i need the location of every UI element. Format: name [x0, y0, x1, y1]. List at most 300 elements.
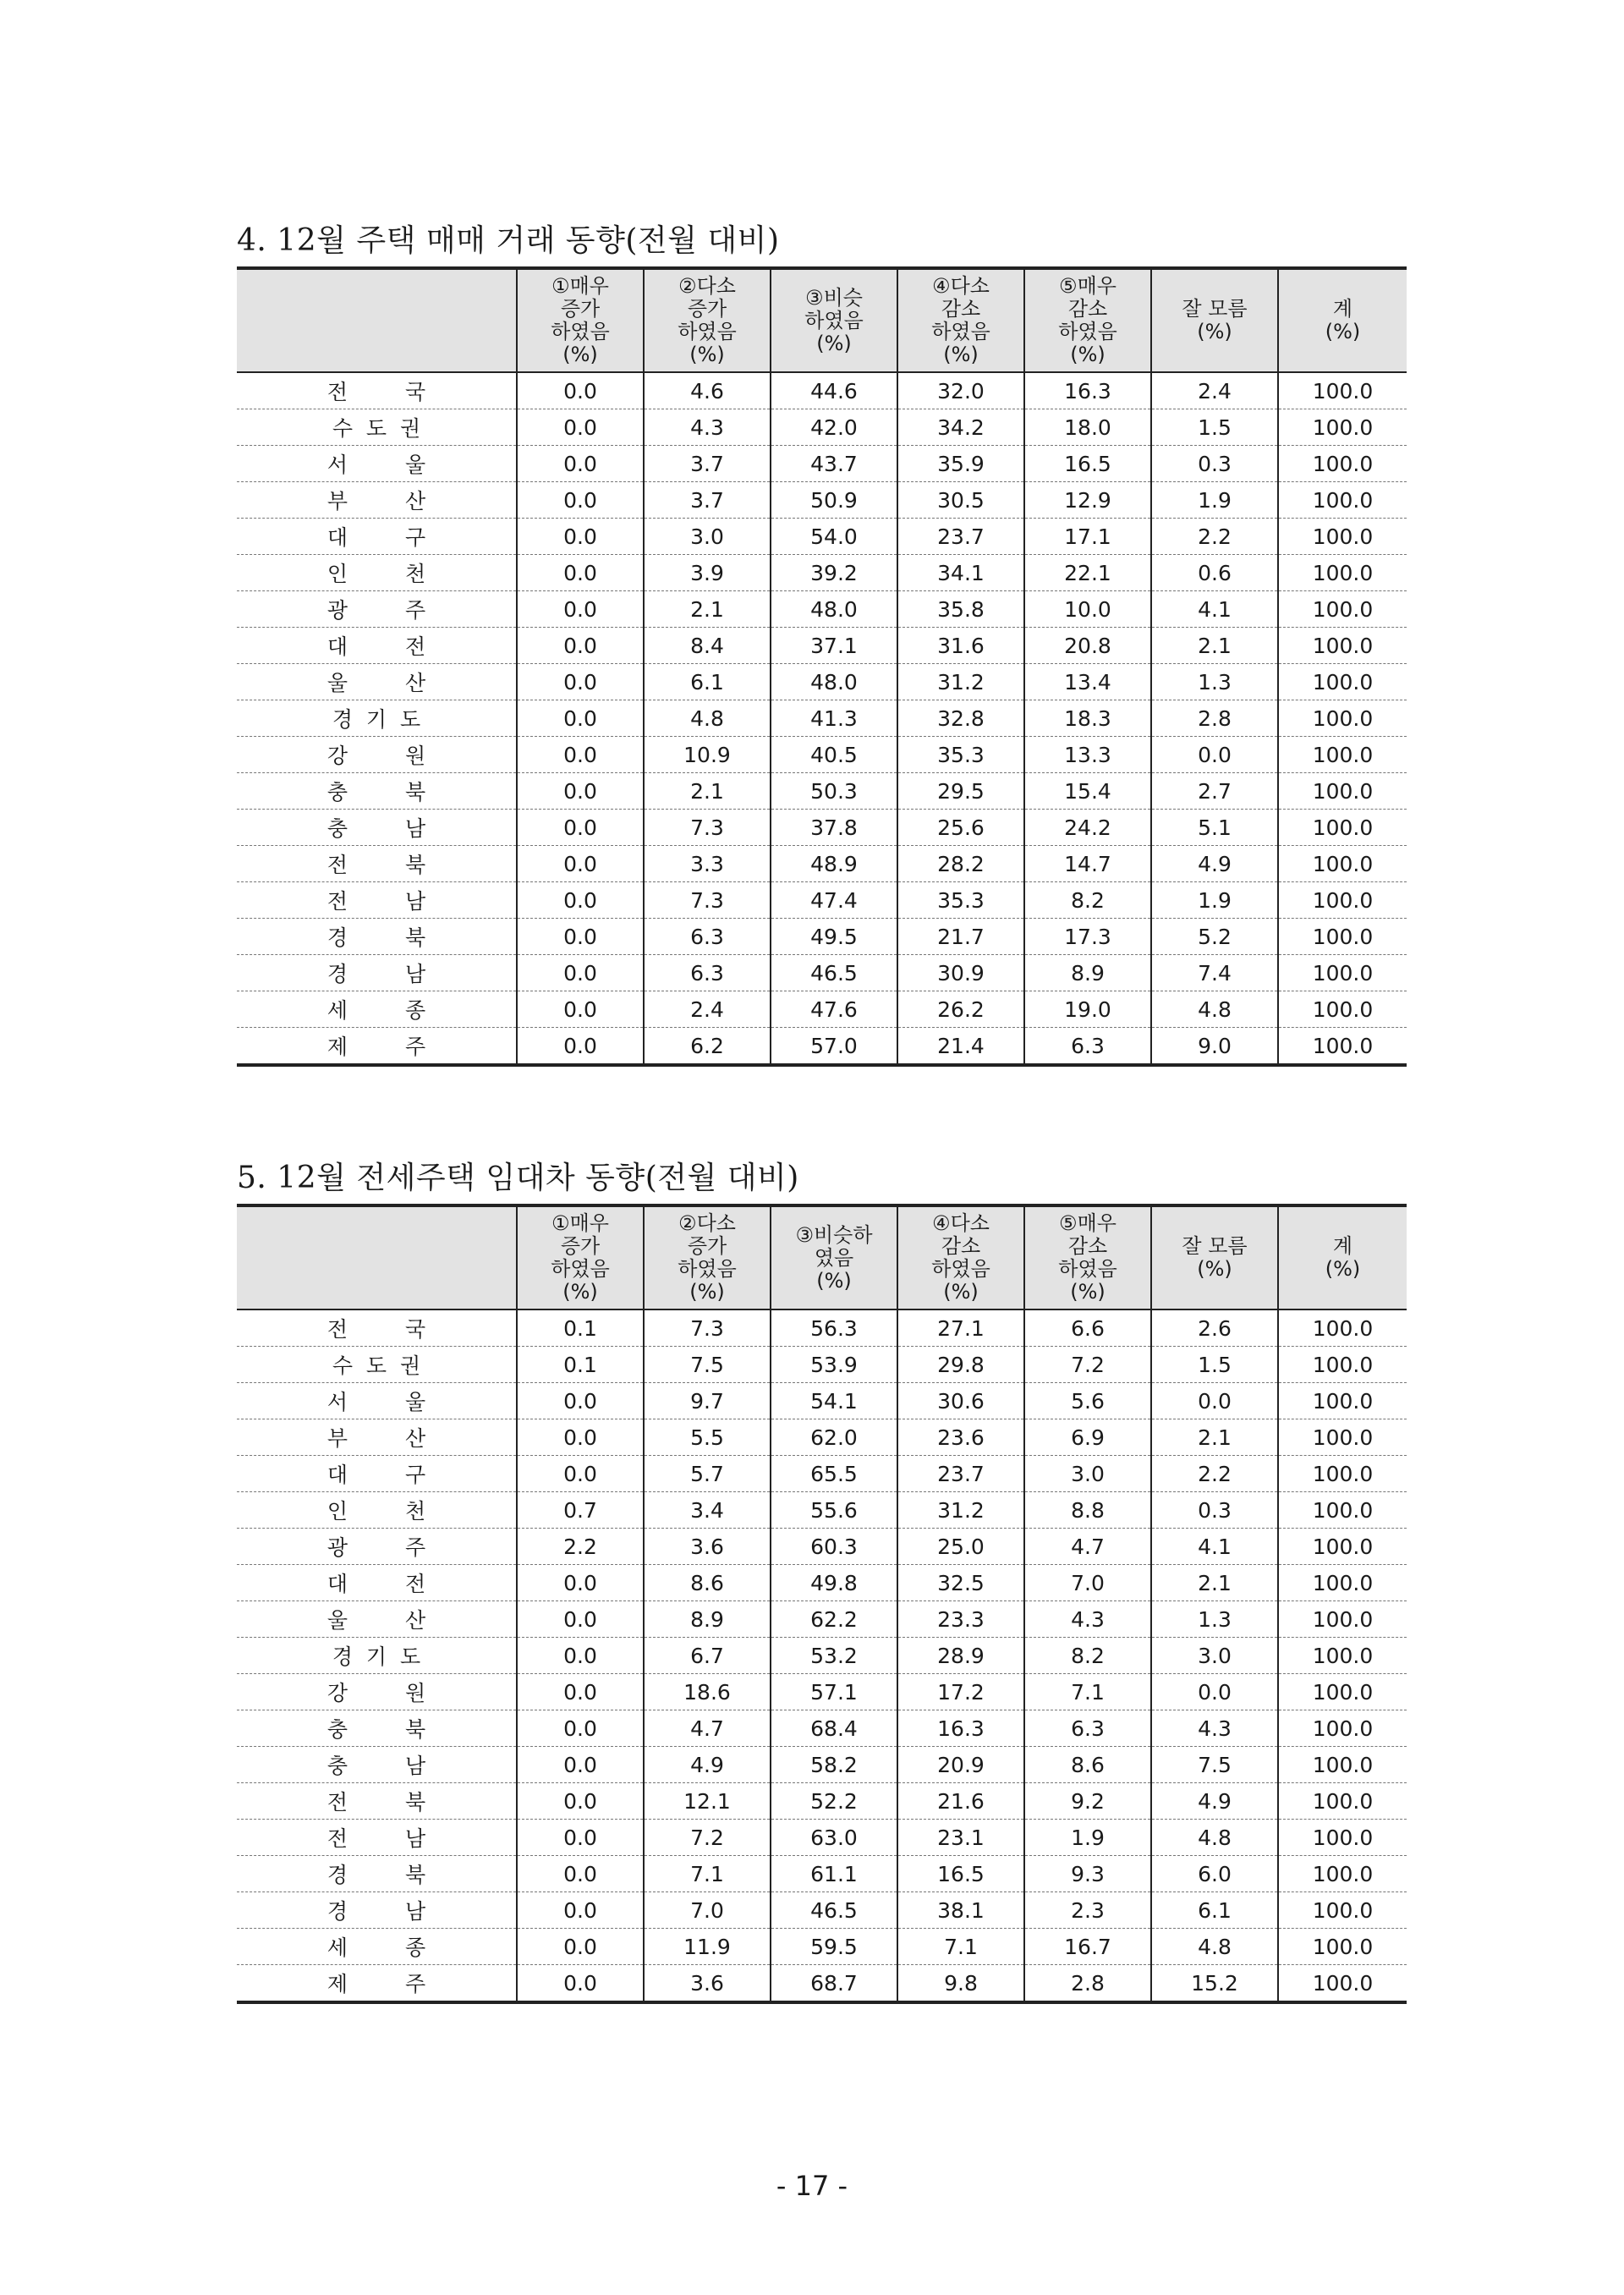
value-cell: 100.0	[1278, 1965, 1407, 2003]
value-cell: 49.8	[771, 1565, 897, 1601]
value-cell: 100.0	[1278, 664, 1407, 700]
value-cell: 100.0	[1278, 1638, 1407, 1674]
table-row	[237, 700, 1407, 737]
value-cell: 61.1	[771, 1856, 897, 1892]
value-cell: 10.0	[1024, 591, 1151, 628]
value-cell: 30.9	[897, 955, 1024, 991]
table-row	[237, 519, 1407, 555]
value-cell: 54.1	[771, 1383, 897, 1419]
value-cell: 52.2	[771, 1783, 897, 1820]
value-cell: 16.5	[897, 1856, 1024, 1892]
value-cell: 6.3	[644, 919, 771, 955]
value-cell: 38.1	[897, 1892, 1024, 1929]
value-cell: 43.7	[771, 446, 897, 482]
value-cell: 3.0	[1024, 1456, 1151, 1492]
value-cell: 62.2	[771, 1601, 897, 1638]
column-header: ③비슷하 였음 (%)	[771, 1205, 897, 1309]
value-cell: 23.1	[897, 1820, 1024, 1856]
region-cell: 대 전	[237, 1565, 517, 1601]
table-row	[237, 591, 1407, 628]
value-cell: 0.0	[517, 810, 644, 846]
value-cell: 0.0	[517, 664, 644, 700]
region-cell: 경 남	[237, 1892, 517, 1929]
value-cell: 30.5	[897, 482, 1024, 519]
value-cell: 6.3	[1024, 1028, 1151, 1066]
value-cell: 2.8	[1024, 1965, 1151, 2003]
value-cell: 100.0	[1278, 1419, 1407, 1456]
value-cell: 100.0	[1278, 955, 1407, 991]
value-cell: 5.7	[644, 1456, 771, 1492]
region-cell: 수 도 권	[237, 1347, 517, 1383]
value-cell: 23.3	[897, 1601, 1024, 1638]
table-row	[237, 1028, 1407, 1066]
column-header: ⑤매우 감소 하였음 (%)	[1024, 1205, 1151, 1309]
value-cell: 3.7	[644, 446, 771, 482]
region-cell: 전 북	[237, 846, 517, 882]
value-cell: 100.0	[1278, 1492, 1407, 1529]
value-cell: 7.4	[1151, 955, 1278, 991]
value-cell: 0.0	[517, 1820, 644, 1856]
value-cell: 3.7	[644, 482, 771, 519]
table-row	[237, 1747, 1407, 1783]
value-cell: 3.4	[644, 1492, 771, 1529]
value-cell: 9.3	[1024, 1856, 1151, 1892]
table-row	[237, 1492, 1407, 1529]
value-cell: 57.1	[771, 1674, 897, 1710]
value-cell: 100.0	[1278, 409, 1407, 446]
value-cell: 0.0	[517, 737, 644, 773]
column-header: ③비슷 하였음 (%)	[771, 268, 897, 372]
value-cell: 4.8	[1151, 1929, 1278, 1965]
value-cell: 16.5	[1024, 446, 1151, 482]
region-cell: 대 전	[237, 628, 517, 664]
value-cell: 24.2	[1024, 810, 1151, 846]
value-cell: 26.2	[897, 991, 1024, 1028]
value-cell: 16.3	[1024, 372, 1151, 409]
value-cell: 15.4	[1024, 773, 1151, 810]
value-cell: 5.1	[1151, 810, 1278, 846]
value-cell: 3.0	[644, 519, 771, 555]
value-cell: 59.5	[771, 1929, 897, 1965]
value-cell: 12.9	[1024, 482, 1151, 519]
column-header: ①매우 증가 하였음 (%)	[517, 1205, 644, 1309]
region-cell: 강 원	[237, 1674, 517, 1710]
value-cell: 0.0	[517, 1783, 644, 1820]
value-cell: 100.0	[1278, 1747, 1407, 1783]
region-cell: 경 북	[237, 919, 517, 955]
value-cell: 2.1	[1151, 1419, 1278, 1456]
value-cell: 20.8	[1024, 628, 1151, 664]
value-cell: 0.0	[517, 628, 644, 664]
value-cell: 10.9	[644, 737, 771, 773]
column-header	[237, 1205, 517, 1309]
value-cell: 29.8	[897, 1347, 1024, 1383]
value-cell: 21.6	[897, 1783, 1024, 1820]
section-title: 5. 12월 전세주택 임대차 동향(전월 대비)	[237, 1161, 799, 1195]
value-cell: 8.2	[1024, 882, 1151, 919]
value-cell: 8.9	[644, 1601, 771, 1638]
value-cell: 0.0	[517, 1965, 644, 2003]
table-row	[237, 1820, 1407, 1856]
table-header-row	[237, 268, 1407, 372]
value-cell: 17.2	[897, 1674, 1024, 1710]
value-cell: 6.7	[644, 1638, 771, 1674]
value-cell: 34.1	[897, 555, 1024, 591]
value-cell: 100.0	[1278, 737, 1407, 773]
region-cell: 전 남	[237, 882, 517, 919]
value-cell: 8.9	[1024, 955, 1151, 991]
value-cell: 53.9	[771, 1347, 897, 1383]
value-cell: 0.0	[517, 846, 644, 882]
value-cell: 4.6	[644, 372, 771, 409]
value-cell: 2.2	[1151, 1456, 1278, 1492]
value-cell: 0.0	[517, 1929, 644, 1965]
table-row	[237, 1565, 1407, 1601]
value-cell: 13.3	[1024, 737, 1151, 773]
value-cell: 54.0	[771, 519, 897, 555]
region-cell: 전 남	[237, 1820, 517, 1856]
value-cell: 7.1	[897, 1929, 1024, 1965]
table-row	[237, 1892, 1407, 1929]
table-row	[237, 810, 1407, 846]
value-cell: 0.1	[517, 1347, 644, 1383]
column-header: ①매우 증가 하였음 (%)	[517, 268, 644, 372]
value-cell: 0.0	[517, 1456, 644, 1492]
value-cell: 0.0	[517, 1856, 644, 1892]
value-cell: 0.0	[517, 555, 644, 591]
value-cell: 2.4	[1151, 372, 1278, 409]
column-header: 계 (%)	[1278, 268, 1407, 372]
region-cell: 수 도 권	[237, 409, 517, 446]
region-cell: 충 남	[237, 810, 517, 846]
region-cell: 전 북	[237, 1783, 517, 1820]
table-row	[237, 664, 1407, 700]
value-cell: 14.7	[1024, 846, 1151, 882]
value-cell: 0.0	[517, 1638, 644, 1674]
value-cell: 4.1	[1151, 1529, 1278, 1565]
section-jeonse-trend	[237, 1153, 1407, 2004]
table-row	[237, 1965, 1407, 2003]
value-cell: 0.0	[517, 1747, 644, 1783]
value-cell: 18.0	[1024, 409, 1151, 446]
value-cell: 1.3	[1151, 1601, 1278, 1638]
column-header: ⑤매우 감소 하였음 (%)	[1024, 268, 1151, 372]
value-cell: 9.8	[897, 1965, 1024, 2003]
value-cell: 0.0	[517, 1892, 644, 1929]
value-cell: 100.0	[1278, 700, 1407, 737]
region-cell: 전 국	[237, 1309, 517, 1347]
value-cell: 23.7	[897, 1456, 1024, 1492]
value-cell: 27.1	[897, 1309, 1024, 1347]
table-row	[237, 446, 1407, 482]
value-cell: 50.3	[771, 773, 897, 810]
table-row	[237, 1929, 1407, 1965]
value-cell: 100.0	[1278, 446, 1407, 482]
value-cell: 5.2	[1151, 919, 1278, 955]
region-cell: 광 주	[237, 1529, 517, 1565]
value-cell: 2.8	[1151, 700, 1278, 737]
value-cell: 55.6	[771, 1492, 897, 1529]
column-header: ②다소 증가 하였음 (%)	[644, 268, 771, 372]
value-cell: 0.0	[517, 1565, 644, 1601]
value-cell: 28.9	[897, 1638, 1024, 1674]
region-cell: 제 주	[237, 1965, 517, 2003]
value-cell: 58.2	[771, 1747, 897, 1783]
value-cell: 20.9	[897, 1747, 1024, 1783]
table-row	[237, 1419, 1407, 1456]
table-row	[237, 1856, 1407, 1892]
value-cell: 6.2	[644, 1028, 771, 1066]
value-cell: 0.0	[517, 1674, 644, 1710]
value-cell: 7.2	[644, 1820, 771, 1856]
value-cell: 4.7	[644, 1710, 771, 1747]
value-cell: 0.0	[517, 446, 644, 482]
value-cell: 18.6	[644, 1674, 771, 1710]
value-cell: 17.1	[1024, 519, 1151, 555]
value-cell: 0.0	[517, 372, 644, 409]
value-cell: 3.0	[1151, 1638, 1278, 1674]
value-cell: 100.0	[1278, 810, 1407, 846]
table-row	[237, 1783, 1407, 1820]
region-cell: 서 울	[237, 446, 517, 482]
value-cell: 7.2	[1024, 1347, 1151, 1383]
value-cell: 68.4	[771, 1710, 897, 1747]
value-cell: 100.0	[1278, 1783, 1407, 1820]
value-cell: 1.5	[1151, 1347, 1278, 1383]
section-sales-trend	[237, 216, 1407, 1067]
value-cell: 31.6	[897, 628, 1024, 664]
value-cell: 65.5	[771, 1456, 897, 1492]
value-cell: 31.2	[897, 664, 1024, 700]
value-cell: 22.1	[1024, 555, 1151, 591]
value-cell: 46.5	[771, 955, 897, 991]
value-cell: 0.0	[517, 1028, 644, 1066]
value-cell: 62.0	[771, 1419, 897, 1456]
page-number: - 17 -	[776, 2170, 848, 2202]
table-row	[237, 773, 1407, 810]
value-cell: 4.3	[1151, 1710, 1278, 1747]
value-cell: 0.0	[517, 955, 644, 991]
value-cell: 100.0	[1278, 1601, 1407, 1638]
value-cell: 1.5	[1151, 409, 1278, 446]
column-header: ②다소 증가 하였음 (%)	[644, 1205, 771, 1309]
value-cell: 40.5	[771, 737, 897, 773]
value-cell: 100.0	[1278, 919, 1407, 955]
value-cell: 57.0	[771, 1028, 897, 1066]
value-cell: 7.5	[644, 1347, 771, 1383]
value-cell: 0.0	[517, 773, 644, 810]
value-cell: 6.1	[1151, 1892, 1278, 1929]
value-cell: 2.1	[644, 591, 771, 628]
value-cell: 4.9	[1151, 846, 1278, 882]
table-row	[237, 919, 1407, 955]
value-cell: 0.0	[517, 519, 644, 555]
value-cell: 5.5	[644, 1419, 771, 1456]
value-cell: 12.1	[644, 1783, 771, 1820]
value-cell: 23.7	[897, 519, 1024, 555]
value-cell: 48.0	[771, 591, 897, 628]
value-cell: 100.0	[1278, 1929, 1407, 1965]
value-cell: 49.5	[771, 919, 897, 955]
region-cell: 서 울	[237, 1383, 517, 1419]
value-cell: 6.1	[644, 664, 771, 700]
table-row	[237, 372, 1407, 409]
value-cell: 6.9	[1024, 1419, 1151, 1456]
value-cell: 1.9	[1151, 882, 1278, 919]
value-cell: 100.0	[1278, 1309, 1407, 1347]
value-cell: 0.0	[517, 1601, 644, 1638]
value-cell: 47.4	[771, 882, 897, 919]
value-cell: 4.3	[644, 409, 771, 446]
value-cell: 9.2	[1024, 1783, 1151, 1820]
value-cell: 4.1	[1151, 591, 1278, 628]
value-cell: 0.0	[517, 882, 644, 919]
value-cell: 8.6	[644, 1565, 771, 1601]
value-cell: 100.0	[1278, 773, 1407, 810]
value-cell: 0.0	[1151, 737, 1278, 773]
value-cell: 35.8	[897, 591, 1024, 628]
value-cell: 1.9	[1151, 482, 1278, 519]
value-cell: 17.3	[1024, 919, 1151, 955]
value-cell: 100.0	[1278, 1529, 1407, 1565]
value-cell: 0.3	[1151, 1492, 1278, 1529]
table-body	[237, 1309, 1407, 2002]
value-cell: 0.3	[1151, 446, 1278, 482]
table-row	[237, 1601, 1407, 1638]
value-cell: 46.5	[771, 1892, 897, 1929]
value-cell: 100.0	[1278, 482, 1407, 519]
value-cell: 0.0	[1151, 1383, 1278, 1419]
table-header-row	[237, 1205, 1407, 1309]
value-cell: 7.3	[644, 810, 771, 846]
value-cell: 1.3	[1151, 664, 1278, 700]
value-cell: 3.3	[644, 846, 771, 882]
column-header: 계 (%)	[1278, 1205, 1407, 1309]
value-cell: 63.0	[771, 1820, 897, 1856]
value-cell: 21.4	[897, 1028, 1024, 1066]
value-cell: 0.0	[1151, 1674, 1278, 1710]
value-cell: 37.8	[771, 810, 897, 846]
value-cell: 100.0	[1278, 1892, 1407, 1929]
value-cell: 0.1	[517, 1309, 644, 1347]
value-cell: 28.2	[897, 846, 1024, 882]
table-row	[237, 737, 1407, 773]
table-row	[237, 1638, 1407, 1674]
value-cell: 100.0	[1278, 1710, 1407, 1747]
region-cell: 인 천	[237, 555, 517, 591]
value-cell: 11.9	[644, 1929, 771, 1965]
value-cell: 16.3	[897, 1710, 1024, 1747]
value-cell: 18.3	[1024, 700, 1151, 737]
value-cell: 29.5	[897, 773, 1024, 810]
value-cell: 100.0	[1278, 1347, 1407, 1383]
value-cell: 100.0	[1278, 372, 1407, 409]
value-cell: 56.3	[771, 1309, 897, 1347]
value-cell: 19.0	[1024, 991, 1151, 1028]
value-cell: 2.2	[517, 1529, 644, 1565]
table-row	[237, 1674, 1407, 1710]
value-cell: 0.0	[517, 700, 644, 737]
value-cell: 7.3	[644, 1309, 771, 1347]
value-cell: 0.0	[517, 1383, 644, 1419]
value-cell: 47.6	[771, 991, 897, 1028]
value-cell: 31.2	[897, 1492, 1024, 1529]
value-cell: 4.8	[1151, 1820, 1278, 1856]
table-row	[237, 955, 1407, 991]
value-cell: 0.7	[517, 1492, 644, 1529]
value-cell: 35.3	[897, 737, 1024, 773]
region-cell: 경 남	[237, 955, 517, 991]
column-header: 잘 모름 (%)	[1151, 1205, 1278, 1309]
value-cell: 0.6	[1151, 555, 1278, 591]
region-cell: 충 북	[237, 1710, 517, 1747]
section-title: 4. 12월 주택 매매 거래 동향(전월 대비)	[237, 223, 780, 258]
value-cell: 7.1	[644, 1856, 771, 1892]
region-cell: 세 종	[237, 991, 517, 1028]
value-cell: 0.0	[517, 1419, 644, 1456]
table-row	[237, 555, 1407, 591]
region-cell: 제 주	[237, 1028, 517, 1066]
value-cell: 4.9	[1151, 1783, 1278, 1820]
value-cell: 8.6	[1024, 1747, 1151, 1783]
table-row	[237, 991, 1407, 1028]
jeonse-trend-table	[237, 1204, 1407, 2004]
value-cell: 60.3	[771, 1529, 897, 1565]
table-row	[237, 409, 1407, 446]
value-cell: 68.7	[771, 1965, 897, 2003]
value-cell: 2.4	[644, 991, 771, 1028]
value-cell: 8.8	[1024, 1492, 1151, 1529]
value-cell: 100.0	[1278, 591, 1407, 628]
value-cell: 4.9	[644, 1747, 771, 1783]
value-cell: 5.6	[1024, 1383, 1151, 1419]
region-cell: 대 구	[237, 519, 517, 555]
value-cell: 4.8	[1151, 991, 1278, 1028]
value-cell: 21.7	[897, 919, 1024, 955]
value-cell: 13.4	[1024, 664, 1151, 700]
value-cell: 6.3	[644, 955, 771, 991]
value-cell: 2.1	[1151, 628, 1278, 664]
value-cell: 7.0	[644, 1892, 771, 1929]
value-cell: 35.9	[897, 446, 1024, 482]
value-cell: 7.0	[1024, 1565, 1151, 1601]
value-cell: 7.3	[644, 882, 771, 919]
table-row	[237, 628, 1407, 664]
value-cell: 100.0	[1278, 555, 1407, 591]
region-cell: 인 천	[237, 1492, 517, 1529]
table-row	[237, 882, 1407, 919]
region-cell: 전 국	[237, 372, 517, 409]
value-cell: 100.0	[1278, 1028, 1407, 1066]
value-cell: 100.0	[1278, 1456, 1407, 1492]
region-cell: 대 구	[237, 1456, 517, 1492]
column-header	[237, 268, 517, 372]
value-cell: 3.6	[644, 1965, 771, 2003]
sales-trend-table	[237, 266, 1407, 1067]
value-cell: 44.6	[771, 372, 897, 409]
table-body	[237, 372, 1407, 1065]
column-header: ④다소 감소 하였음 (%)	[897, 268, 1024, 372]
region-cell: 경 기 도	[237, 1638, 517, 1674]
value-cell: 0.0	[517, 482, 644, 519]
value-cell: 25.0	[897, 1529, 1024, 1565]
value-cell: 42.0	[771, 409, 897, 446]
value-cell: 30.6	[897, 1383, 1024, 1419]
value-cell: 41.3	[771, 700, 897, 737]
value-cell: 25.6	[897, 810, 1024, 846]
value-cell: 3.9	[644, 555, 771, 591]
value-cell: 100.0	[1278, 882, 1407, 919]
